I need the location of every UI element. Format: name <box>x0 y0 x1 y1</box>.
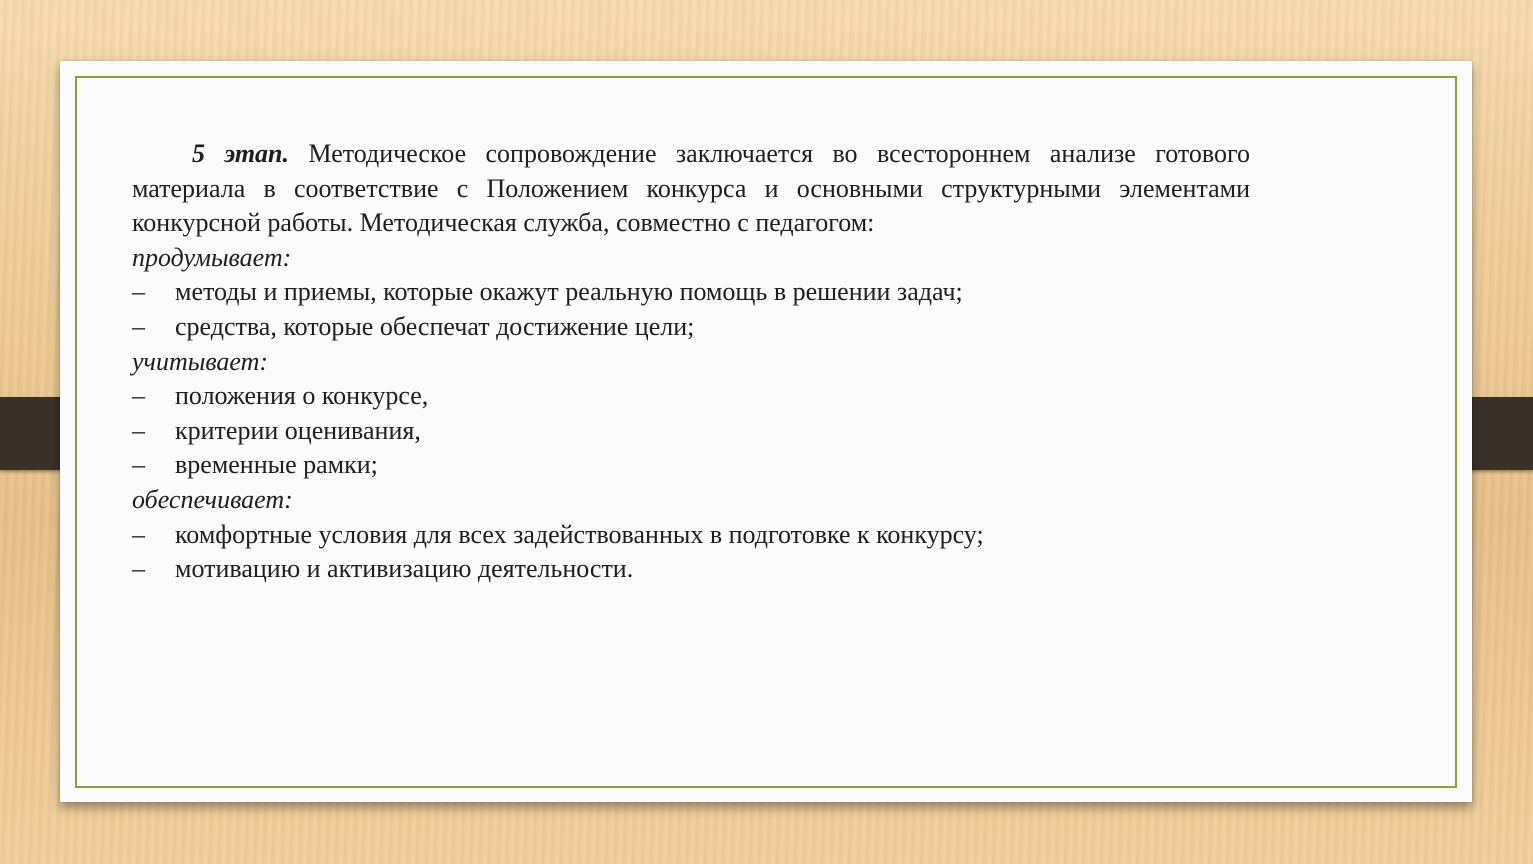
section-provide <box>132 483 1250 587</box>
section-heading: продумывает: <box>132 242 292 272</box>
section-think <box>132 241 1250 345</box>
list-item <box>132 552 1250 587</box>
list-item <box>132 414 1250 449</box>
section-heading: учитывает: <box>132 346 269 376</box>
intro-text: Методическое сопровождение заключается во всестороннем анализе готового материала в соответствие с Положением конкурса и основными структурными элементами конкурсной работы. Методическая служба, совместно с педагогом: <box>132 139 1250 238</box>
stage-label: 5 этап. <box>192 139 290 168</box>
list-item <box>132 518 1250 553</box>
slide-paper <box>60 61 1472 802</box>
list-item-text: критерии оценивания, <box>175 415 421 445</box>
list-item-text: положения о конкурсе, <box>175 381 429 411</box>
dash-bullet: – <box>132 519 145 549</box>
list-item-text: комфортные условия для всех задействованных в подготовке к конкурсу; <box>175 519 984 549</box>
list-item-text: временные рамки; <box>175 450 378 480</box>
section-heading: обеспечивает: <box>132 484 293 514</box>
dash-bullet: – <box>132 311 145 341</box>
list-item <box>132 310 1250 345</box>
list-item <box>132 275 1250 310</box>
list-item <box>132 448 1250 483</box>
slide-content <box>132 137 1250 587</box>
list-item-text: методы и приемы, которые окажут реальную помощь в решении задач; <box>175 277 963 307</box>
section-consider <box>132 345 1250 483</box>
dash-bullet: – <box>132 450 145 480</box>
dash-bullet: – <box>132 381 145 411</box>
list-item <box>132 379 1250 414</box>
dash-bullet: – <box>132 415 145 445</box>
list-item-text: средства, которые обеспечат достижение цели; <box>175 311 695 341</box>
intro-paragraph <box>132 137 1250 241</box>
list-item-text: мотивацию и активизацию деятельности. <box>175 554 634 584</box>
dash-bullet: – <box>132 277 145 307</box>
dash-bullet: – <box>132 554 145 584</box>
